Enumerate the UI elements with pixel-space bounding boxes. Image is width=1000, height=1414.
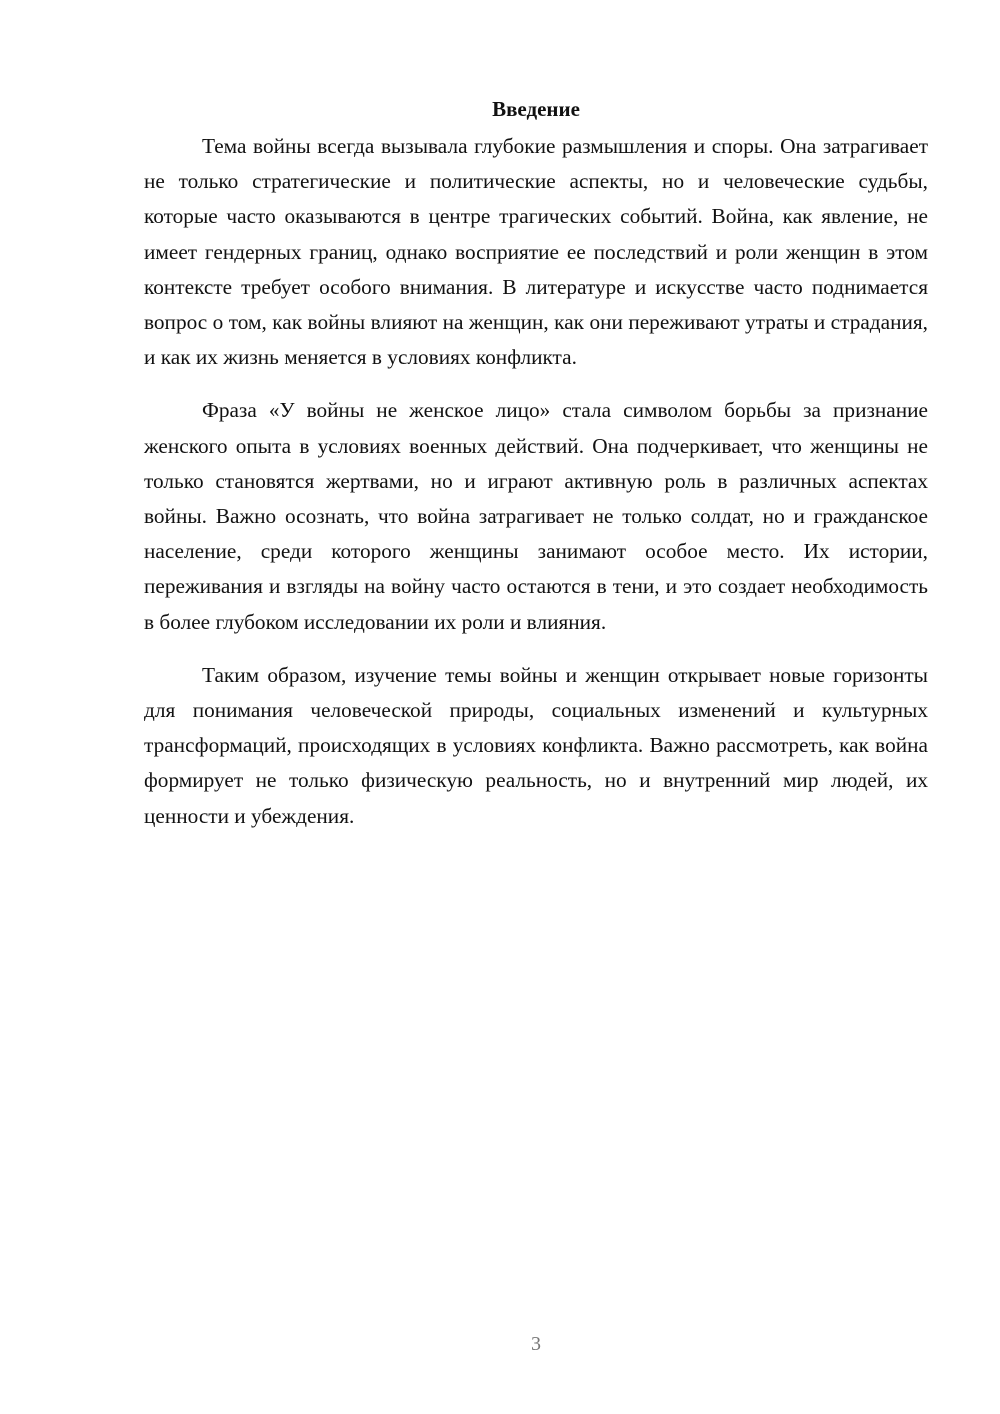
page-number: 3 (531, 1333, 541, 1355)
page-content (144, 92, 928, 852)
paragraph-2: Фраза «У войны не женское лицо» стала символом борьбы за признание женского опыта в условиях военных действий. Она подчеркивает, что женщины не только становятся жертвами, но и играют активную роль в различных аспектах войны. Важно осознать, что война затрагивает не только солдат, но и гражданское население, среди которого женщины занимают особое место. Их истории, переживания и взгляды на войну часто остаются в тени, и это создает необходимость в более глубоком исследовании их роли и влияния. (144, 398, 928, 634)
section-title: Введение (492, 97, 580, 121)
paragraph-3: Таким образом, изучение темы войны и женщин открывает новые горизонты для понимания человеческой природы, социальных изменений и культурных трансформаций, происходящих в условиях конфликта. Важно рассмотреть, как война формирует не только физическую реальность, но и внутренний мир людей, их ценности и убеждения. (144, 662, 928, 828)
paragraph-1: Тема войны всегда вызывала глубокие размышления и споры. Она затрагивает не только стратегические и политические аспекты, но и человеческие судьбы, которые часто оказываются в центре трагических событий. Война, как явление, не имеет гендерных границ, однако восприятие ее последствий и роли женщин в этом контексте требует особого внимания. В литературе и искусстве часто поднимается вопрос о том, как войны влияют на женщин, как они переживают утраты и страдания, и как их жизнь меняется в условиях конфликта. (144, 134, 928, 370)
